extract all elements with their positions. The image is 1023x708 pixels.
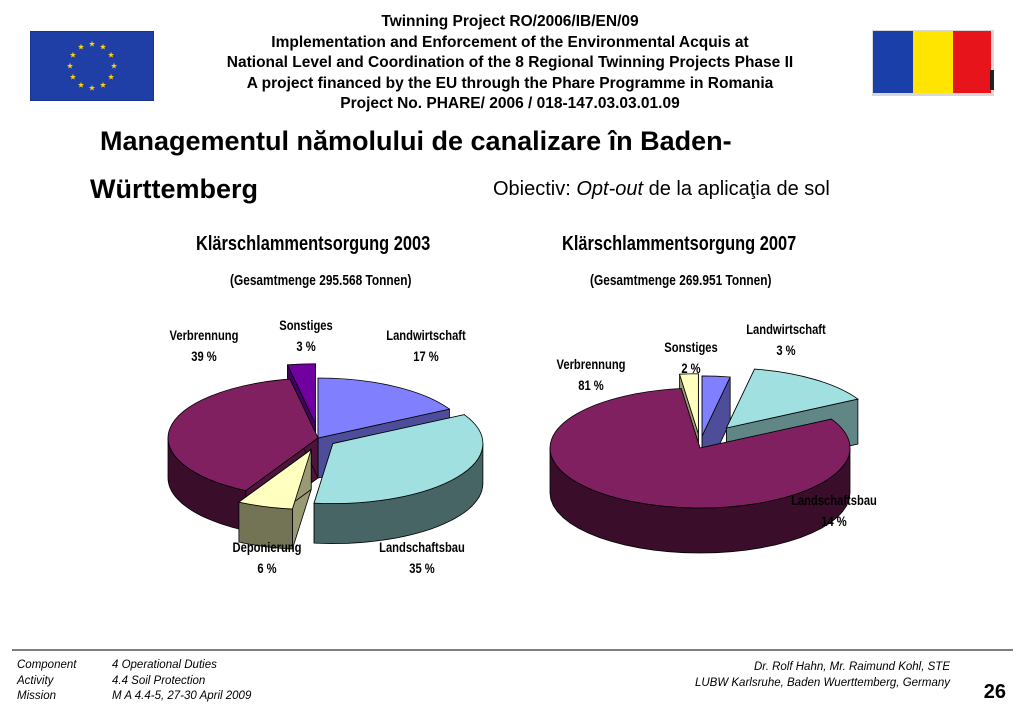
header-line: Project No. PHARE/ 2006 / 018-147.03.03.01.09 — [340, 95, 680, 112]
chart-2007-subtitle: (Gesamtmenge 269.951 Tonnen) — [590, 273, 772, 289]
footer-project-info — [17, 658, 251, 705]
pie-slice-percent: 35 % — [409, 560, 435, 577]
pie-slice-percent: 39 % — [191, 348, 217, 365]
pie-slice-percent: 6 % — [257, 560, 277, 577]
pie-slice-category: Sonstiges — [279, 317, 333, 334]
pie-slice-category: Deponierung — [232, 539, 302, 556]
pie-slice-label — [279, 318, 332, 354]
header-line: Twinning Project RO/2006/IB/EN/09 — [381, 13, 639, 30]
pie-chart-2007 — [550, 322, 877, 553]
chart-2003-title: Klärschlammentsorgung 2003 — [196, 233, 431, 255]
footer-authors-line: Dr. Rolf Hahn, Mr. Raimund Kohl, STE — [754, 661, 950, 673]
pie-slice-label — [233, 540, 302, 576]
footer-value: 4 Operational Duties — [112, 659, 217, 671]
pie-slice-label — [557, 357, 626, 393]
pie-slice-category: Verbrennung — [556, 356, 626, 373]
objective-suffix: de la aplicaţia de sol — [643, 178, 830, 200]
pie-slice-percent: 14 % — [821, 513, 847, 530]
footer-affiliation-line: LUBW Karlsruhe, Baden Wuerttemberg, Germany — [694, 676, 950, 689]
footer-value: 4.4 Soil Protection — [112, 674, 206, 687]
objective-emphasis: Opt-out — [576, 178, 644, 200]
pie-slice-category: Sonstiges — [664, 339, 718, 356]
pie-slice-label — [170, 328, 239, 364]
pie-slice-category: Verbrennung — [169, 327, 239, 344]
header-line: Implementation and Enforcement of the Environmental Acquis at — [271, 33, 749, 51]
slide-title: Managementul nămolului de canalizare în Baden- — [100, 126, 732, 156]
pie-slice-category: Landwirtschaft — [746, 321, 826, 338]
footer-authors — [695, 660, 950, 691]
pie-slice-label — [386, 328, 466, 364]
pie-slice-category: Landwirtschaft — [386, 327, 466, 344]
footer-key: Mission — [17, 690, 56, 702]
header-line: A project financed by the EU through the Phare Programme in Romania — [246, 74, 774, 92]
pie-chart-2003 — [168, 318, 483, 576]
pie-slice-category: Landschaftsbau — [791, 492, 877, 509]
pie-slice-label — [664, 340, 717, 376]
footer-value: M A 4.4-5, 27-30 April 2009 — [112, 690, 252, 702]
slide-title-continued: Württemberg — [90, 174, 258, 204]
pie-slice-percent: 81 % — [578, 377, 604, 394]
pie-slice-category: Landschaftsbau — [379, 539, 465, 556]
pie-slice-percent: 2 % — [681, 360, 701, 377]
pie-slice-percent: 17 % — [413, 348, 439, 365]
page-number: 26 — [983, 681, 1006, 703]
pie-slice-percent: 3 % — [296, 338, 316, 355]
footer-divider — [12, 649, 1013, 651]
footer-key: Component — [17, 659, 77, 671]
objective-prefix: Obiectiv: — [493, 178, 577, 200]
chart-2007-title: Klärschlammentsorgung 2007 — [562, 233, 797, 255]
footer-key: Activity — [17, 674, 54, 687]
pie-slice-label — [379, 540, 465, 576]
chart-2003-subtitle: (Gesamtmenge 295.568 Tonnen) — [230, 273, 412, 289]
pie-slice-percent: 3 % — [776, 342, 796, 359]
header-line: National Level and Coordination of the 8 Regional Twinning Projects Phase II — [226, 54, 794, 71]
pie-slice-label — [746, 322, 826, 358]
